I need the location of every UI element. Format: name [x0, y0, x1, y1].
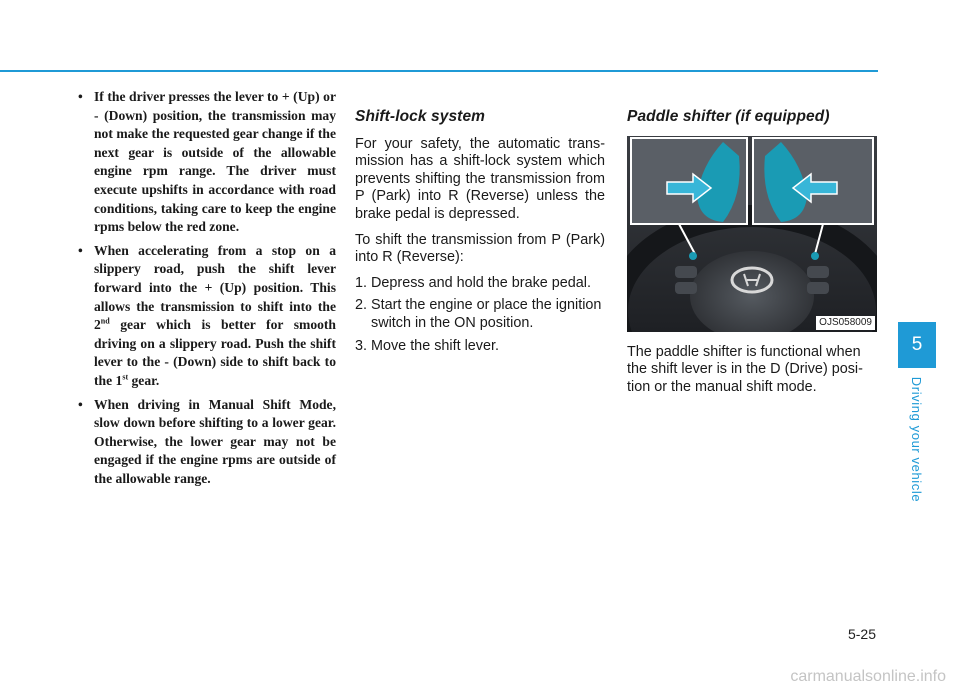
steps-list [355, 275, 605, 355]
bullet-text-part: gear which is better for smooth driving on a slippery road. Push the shift lever to the - (Down) side to shift back to the 1 [94, 317, 336, 388]
list-item [355, 338, 605, 356]
list-item [355, 297, 605, 332]
bullet-text-part: When accelerating from a stop on a slippery road, push the shift lever forward into the + (Up) position. This allows the transmission to shift into the 2 [94, 242, 336, 333]
bullet-text: If the driver presses the lever to + (Up) or - (Down) position, the transmission may not make the requested gear change if the next gear is outside of the allowable engine rpm range. The driver must execute upshifts in accordance with road conditions, taking care to keep the engine rpms below the red zone. [94, 89, 336, 235]
shift-lock-section [355, 108, 605, 360]
steering-wheel-illustration [627, 136, 877, 332]
figure-code: OJS058009 [816, 316, 875, 330]
section-title: Shift-lock system [355, 108, 486, 125]
paddle-shifter-section [627, 108, 877, 396]
chapter-label-text: Driving your vehicle [909, 376, 925, 502]
step-number: 3. [355, 337, 368, 354]
chapter-tab: 5 [898, 322, 936, 368]
step-number: 1. [355, 274, 368, 291]
caution-list [78, 88, 336, 488]
bullet-text: When driving in Manual Shift Mode, slow down before shifting to a lower gear. Otherwise, the lower gear may not be engaged if the engine rpms are outside of the allowable range. [94, 396, 336, 486]
step-text: Depress and hold the brake pedal. [371, 274, 592, 291]
bullet-text-part: gear. [128, 372, 160, 388]
watermark: carmanualsonline.info [790, 668, 946, 685]
section-title: Paddle shifter (if equipped) [627, 108, 830, 125]
paragraph: For your safety, the automatic transmission has a shift-lock system which prevents shifting the transmission from P (Park) into R (Reverse) unless the brake pedal is depressed. [355, 135, 605, 222]
bullet-marker: • [78, 396, 83, 412]
ordinal-suffix: st [122, 372, 129, 382]
step-text: Start the engine or place the ignition switch in the ON position. [371, 297, 602, 331]
step-number: 2. [355, 297, 368, 314]
paragraph: The paddle shifter is functional when the shift lever is in the D (Drive) position or the manual shift mode. [627, 343, 863, 395]
header-rule [0, 70, 878, 72]
left-column [78, 88, 336, 493]
list-item [78, 396, 336, 489]
page-number: 5-25 [847, 626, 876, 642]
bullet-marker: • [78, 89, 83, 104]
list-item [355, 275, 605, 293]
step-text: Move the shift lever. [371, 337, 499, 354]
list-item [78, 242, 336, 391]
paragraph: To shift the transmission from P (Park) into R (Reverse): [355, 231, 605, 266]
bullet-marker: • [78, 242, 83, 258]
list-item [78, 88, 336, 237]
paddle-shifter-photo [627, 136, 877, 332]
ordinal-suffix: nd [100, 316, 110, 326]
chapter-label [899, 376, 935, 502]
